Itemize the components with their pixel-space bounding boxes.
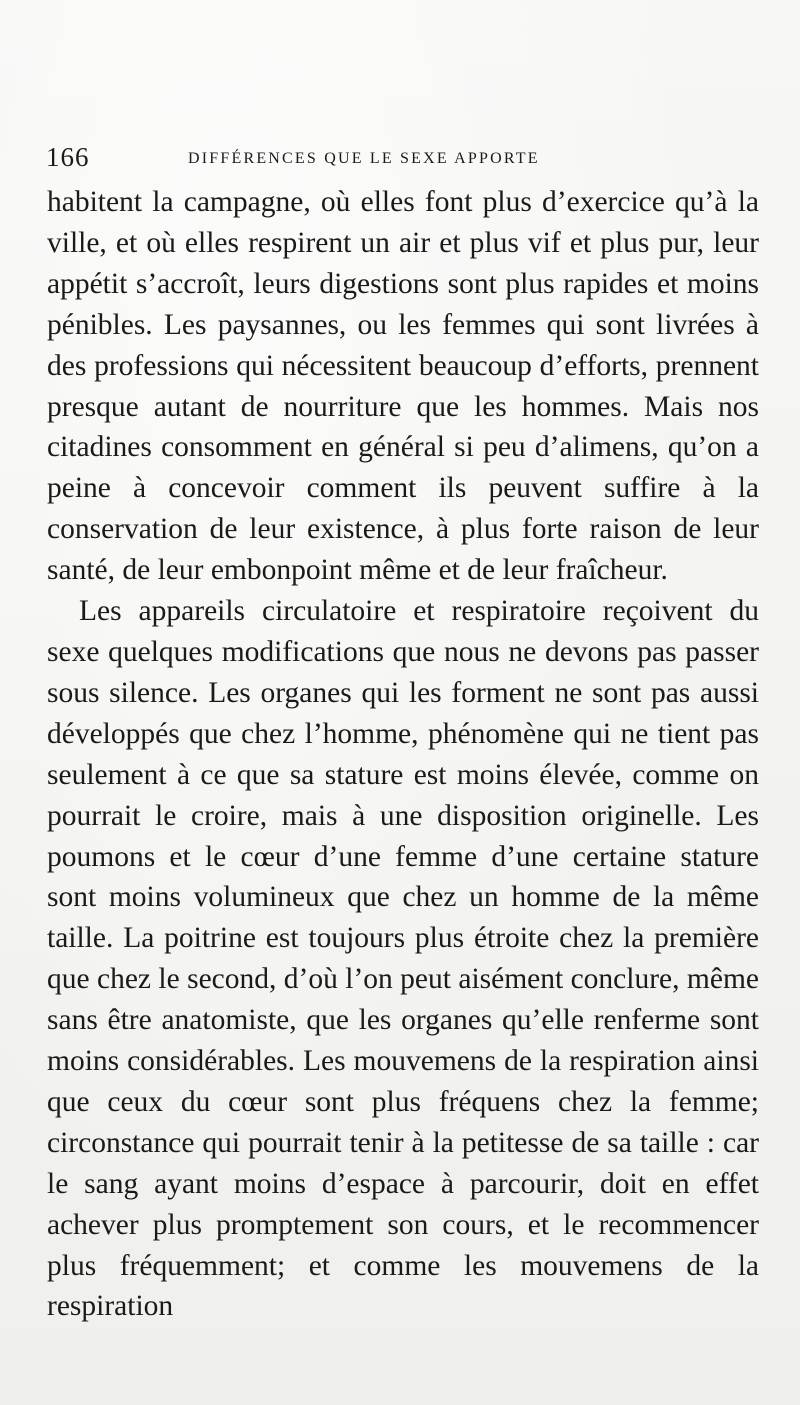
paragraph: Les appareils circulatoire et respiratoire reçoivent du sexe quelques modifications que nous ne devons pas passer sous silence. Les organes qui les forment ne sont pas aussi développés que chez l’homme, phénomène qui ne tient pas seulement à ce que sa stature est moins élevée, comme on pourrait le croire, mais à une disposition originelle. Les poumons et le cœur d’une femme d’une certaine stature sont moins volumineux que chez un homme de la même taille. La poitrine est toujours plus étroite chez la première que chez le second, d’où l’on peut aisément conclure, même sans être anatomiste, que les organes qu’elle renferme sont moins considérables. Les mouvemens de la respiration ainsi que ceux du cœur sont plus fréquens chez la femme; circonstance qui pourrait tenir à la petitesse de sa taille : car le sang ayant moins d’espace à parcourir, doit en effet achever plus promptement son cours, et le recommencer plus fréquemment; et comme les mouvemens de la respiration [47, 595, 759, 1323]
running-title: DIFFÉRENCES QUE LE SEXE APPORTE [188, 150, 540, 167]
running-head [46, 142, 766, 176]
paragraph-continued: habitent la campagne, où elles font plus d’exercice qu’à la ville, et où elles respirent un air et plus vif et plus pur, leur appétit s’accroît, leurs digestions sont plus rapides et moins pénibles. Les paysannes, ou les femmes qui sont livrées à des professions qui nécessitent beaucoup d’efforts, prennent presque autant de nourriture que les hommes. Mais nos citadines consomment en général si peu d’alimens, qu’on a peine à concevoir comment ils peuvent suffire à la conservation de leur existence, à plus forte raison de leur santé, de leur embonpoint même et de leur fraîcheur. [47, 186, 759, 587]
page-number: 166 [46, 142, 90, 172]
body-text [47, 182, 759, 1327]
